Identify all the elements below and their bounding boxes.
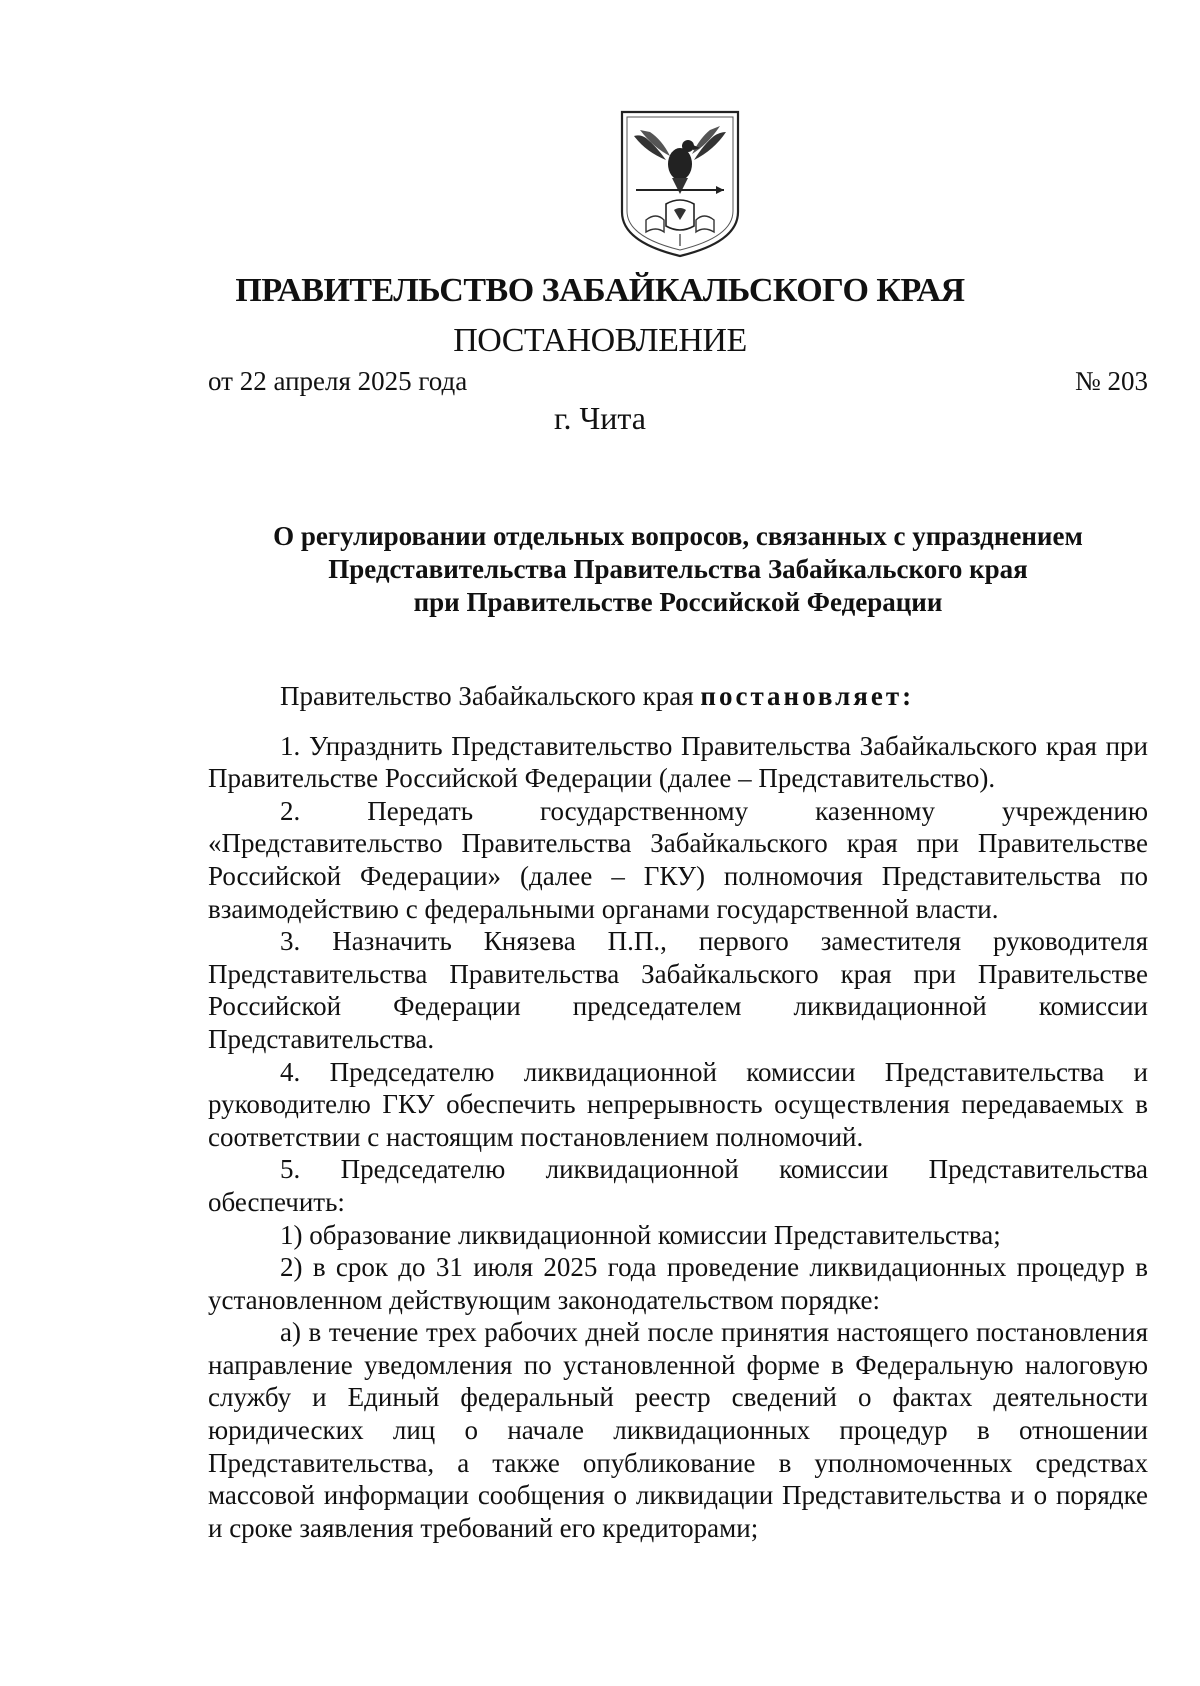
document-subject: [208, 520, 1148, 619]
intro-prefix: Правительство Забайкальского края: [280, 681, 701, 711]
date-number-line: [208, 366, 1148, 397]
subject-line: Представительства Правительства Забайкальского края: [328, 554, 1028, 584]
organization-title: ПРАВИТЕЛЬСТВО ЗАБАЙКАЛЬСКОГО КРАЯ: [235, 272, 965, 309]
body-paragraph: 1) образование ликвидационной комиссии Представительства;: [280, 1219, 1001, 1250]
body-paragraph: 1. Упразднить Представительство Правительства Забайкальского края при Правительстве Российской Федерации (далее – Представительство).: [208, 730, 1148, 794]
document-type: ПОСТАНОВЛЕНИЕ: [453, 322, 747, 359]
document-city: г. Чита: [553, 400, 646, 436]
document-body: [208, 680, 1148, 1544]
body-paragraph: 2) в срок до 31 июля 2025 года проведение ликвидационных процедур в установленном действующим законодательством порядке:: [208, 1252, 1148, 1315]
body-paragraph: 4. Председателю ликвидационной комиссии Представительства и руководителю ГКУ обеспечить непрерывность осуществления передаваемых в соответствии с настоящим постановлением полномочий.: [208, 1056, 1148, 1152]
body-paragraph: 3. Назначить Князева П.П., первого заместителя руководителя Представительства Правительства Забайкальского края при Правительстве Российской Федерации председателем ликвидационной комиссии Представительства.: [208, 926, 1148, 1054]
document-date: от 22 апреля 2025 года: [208, 366, 468, 396]
intro-paragraph: [208, 680, 1148, 713]
intro-keyword: постановляет:: [700, 681, 915, 711]
document-number: № 203: [1074, 366, 1148, 396]
body-paragraph: 2. Передать государственному казенному учреждению «Представительство Правительства Забайкальского края при Правительстве Российской Федерации» (далее – ГКУ) полномочия Представительства по взаимодействию с федеральными органами государственной власти.: [208, 795, 1148, 924]
subject-line: О регулировании отдельных вопросов, связанных с упразднением: [273, 521, 1083, 551]
body-paragraph: 5. Председателю ликвидационной комиссии Представительства обеспечить:: [208, 1154, 1148, 1217]
coat-of-arms-icon: [616, 108, 744, 260]
body-paragraph: а) в течение трех рабочих дней после принятия настоящего постановления направление уведомления по установленной форме в Федеральную налоговую службу и Единый федеральный реестр сведений о фактах деятельности юридических лиц о начале ликвидационных процедур в отношении Представительства, а также опубликование в уполномоченных средствах массовой информации сообщения о ликвидации Представительства и о порядке и сроке заявления требований его кредиторами;: [208, 1317, 1148, 1543]
subject-line: при Правительстве Российской Федерации: [413, 587, 943, 617]
